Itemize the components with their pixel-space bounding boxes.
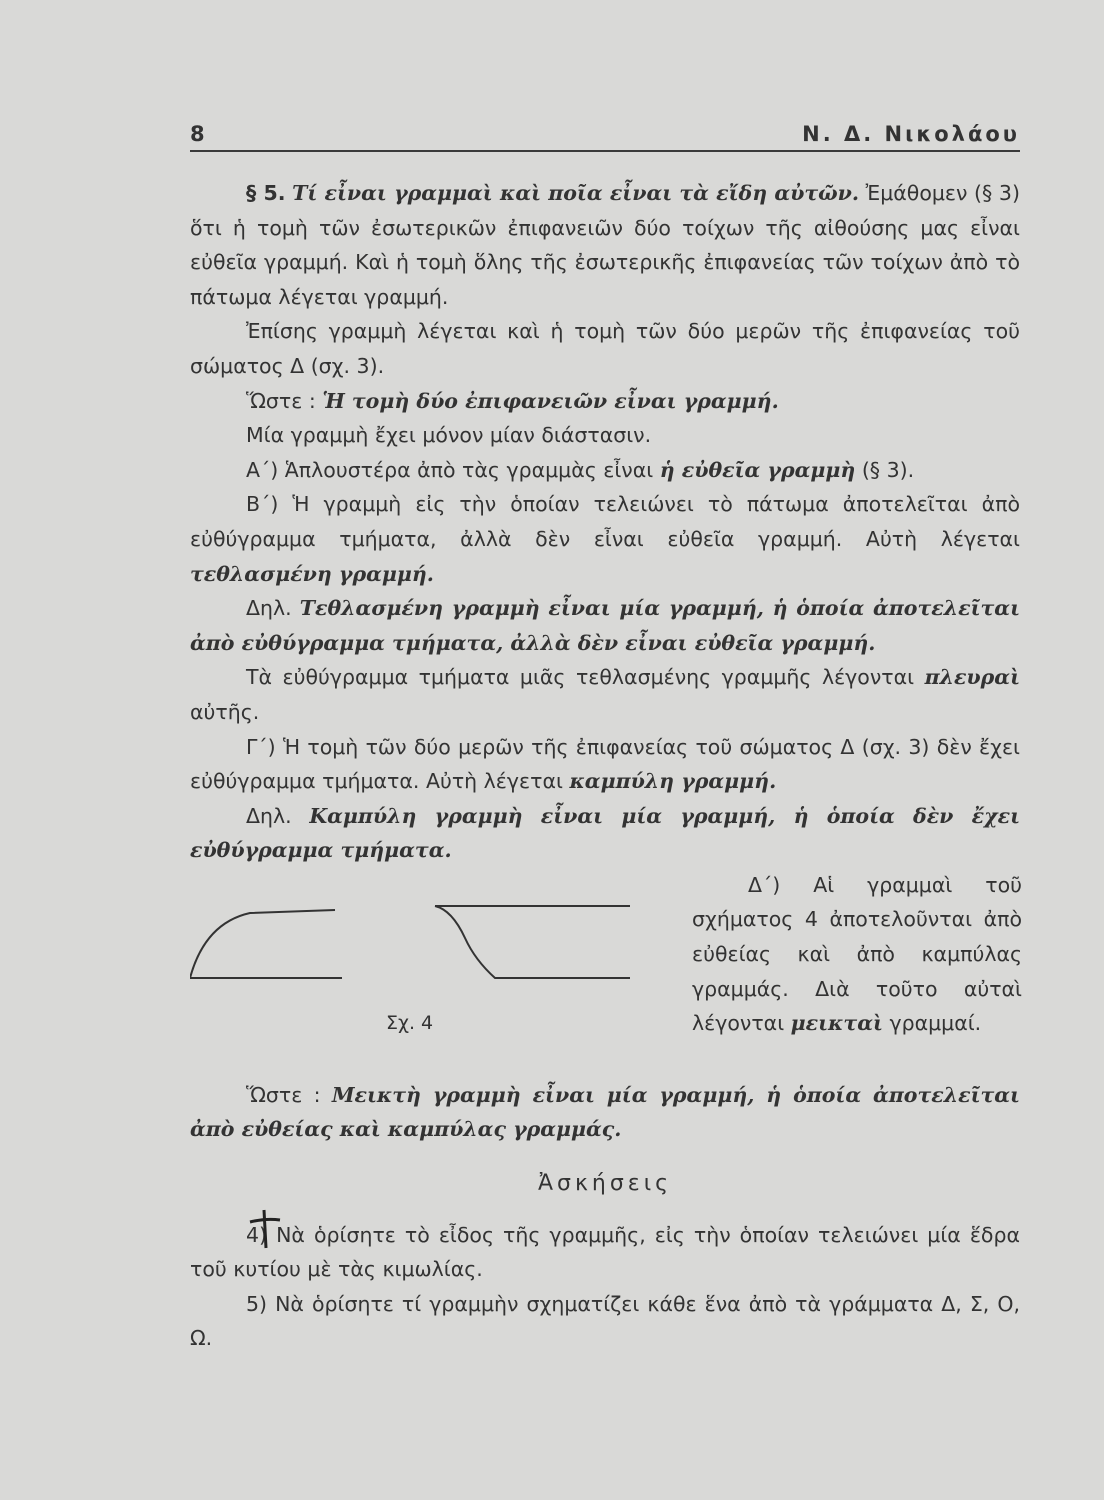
paragraph-straight-line xyxy=(190,453,1020,488)
paragraph-sides xyxy=(190,660,1020,729)
definition-lead: Ὥστε : xyxy=(246,1082,321,1107)
section-paragraph xyxy=(190,176,1020,314)
exercises-heading: Ἀσκήσεις xyxy=(537,1171,673,1197)
figure-row xyxy=(190,868,1020,1078)
definition-text: Ἡ τομὴ δύο ἐπιφανειῶν εἶναι γραμμή. xyxy=(322,388,779,413)
paragraph-text: Τὰ εὐθύγραμμα τμήματα μιᾶς τεθλασμένης γραμμῆς λέγονται xyxy=(246,665,915,690)
emphasis-term: μεικταὶ xyxy=(790,1011,883,1036)
definition-lead: Ὥστε : xyxy=(246,388,316,413)
page-number: 8 xyxy=(190,122,205,146)
figure-caption: Σχ. 4 xyxy=(386,1011,434,1034)
definition-text: Μεικτὴ γραμμὴ εἶναι μία γραμμή, ἡ ὁποία ἀποτελεῖται ἀπὸ εὐθείας καὶ καμπύλας γραμμάς. xyxy=(190,1082,1020,1142)
emphasis-term: ἡ εὐθεῖα γραμμὴ xyxy=(659,457,856,482)
paragraph: Ἐπίσης γραμμὴ λέγεται καὶ ἡ τομὴ τῶν δύο μερῶν τῆς ἐπιφανείας τοῦ σώματος Δ (σχ. 3). xyxy=(190,319,1020,378)
section-number: § 5. xyxy=(246,181,286,205)
mixed-line-curve-right xyxy=(435,906,630,978)
paragraph-mixed-line xyxy=(692,868,1022,1041)
exercise-item: 5) Νὰ ὁρίσητε τί γραμμὴν σχηματίζει κάθε ἕνα ἀπὸ τὰ γράμματα Δ, Σ, Ο, Ω. xyxy=(190,1291,1020,1351)
paragraph-text: Β΄) Ἡ γραμμὴ εἰς τὴν ὁποίαν τελειώνει τὸ πάτωμα ἀποτελεῖται ἀπὸ εὐθύγραμμα τμήματα, ἀλλὰ δὲν εἶναι εὐθεῖα γραμμή. Αὐτὴ λέγεται xyxy=(190,492,1020,551)
figure-mixed-lines xyxy=(190,868,670,1078)
paragraph: Μία γραμμὴ ἔχει μόνον μίαν διάστασιν. xyxy=(246,423,652,448)
exercise-item: 4) Νὰ ὁρίσητε τὸ εἶδος τῆς γραμμῆς, εἰς τὴν ὁποίαν τελειώνει μία ἕδρα τοῦ κυτίου μὲ τὰς κιμωλίας. xyxy=(190,1222,1020,1282)
header-rule xyxy=(190,150,1020,152)
paragraph-broken-line xyxy=(190,487,1020,591)
paragraph-curved-line xyxy=(190,730,1020,799)
definition-curved-line xyxy=(190,799,1020,868)
running-header xyxy=(190,122,1020,146)
paragraph-text: (§ 3). xyxy=(861,457,915,482)
mixed-line-curve-left xyxy=(190,910,335,978)
paragraph-text: γραμμαί. xyxy=(889,1011,982,1036)
definition-text: Τεθλασμένη γραμμὴ εἶναι μία γραμμή, ἡ ὁποία ἀποτελεῖται ἀπὸ εὐθύγραμμα τμήματα, ἀλλὰ δὲν εἶναι εὐθεῖα γραμμή. xyxy=(190,596,1020,655)
paragraph-text: Δ΄) Αἱ γραμμαὶ τοῦ σχήματος 4 ἀποτελοῦνται ἀπὸ εὐθείας καὶ ἀπὸ καμπύλας γραμμάς. Διὰ τοῦτο αὐταὶ λέγονται xyxy=(692,872,1022,1036)
section-title: Τί εἶναι γραμμαὶ καὶ ποῖα εἶναι τὰ εἴδη αὐτῶν. xyxy=(292,181,860,205)
definition-lead: Δηλ. xyxy=(246,596,292,621)
definition-lead: Δηλ. xyxy=(246,803,292,828)
section-intro: Ἐμάθομεν (§ 3) ὅτι ἡ τομὴ τῶν ἐσωτερικῶν ἐπιφανειῶν δύο τοίχων τῆς αἰθούσης μας εἶναι εὐθεῖα γραμμή. Καὶ ἡ τομὴ ὅλης τῆς ἐσωτερικῆς ἐπιφανείας τῶν τοίχων ἀπὸ τὸ πάτωμα λέγεται γραμμή. xyxy=(190,181,1020,309)
definition-broken-line xyxy=(190,591,1020,660)
definition-text: Καμπύλη γραμμὴ εἶναι μία γραμμή, ἡ ὁποία δὲν ἔχει εὐθύγραμμα τμήματα. xyxy=(190,803,1020,863)
definition-line-intersection xyxy=(190,384,1020,419)
handwritten-cross-mark xyxy=(248,1208,282,1252)
paragraph-text: Α΄) Ἁπλουστέρα ἀπὸ τὰς γραμμὰς εἶναι xyxy=(246,457,654,482)
emphasis-term: καμπύλη γραμμή. xyxy=(569,769,777,794)
paragraph-text: Γ΄) Ἡ τομὴ τῶν δύο μερῶν τῆς ἐπιφανείας τοῦ σώματος Δ (σχ. 3) δὲν ἔχει εὐθύγραμμα τμήματα. Αὐτὴ λέγεται xyxy=(190,734,1020,794)
running-author: Ν. Δ. Νικολάου xyxy=(802,122,1020,146)
paragraph-text: αὐτῆς. xyxy=(190,699,260,724)
emphasis-term: τεθλασμένη γραμμή. xyxy=(190,561,434,586)
emphasis-term: πλευραὶ xyxy=(924,665,1020,690)
page-body xyxy=(190,176,1020,1356)
definition-mixed-line xyxy=(190,1078,1020,1147)
